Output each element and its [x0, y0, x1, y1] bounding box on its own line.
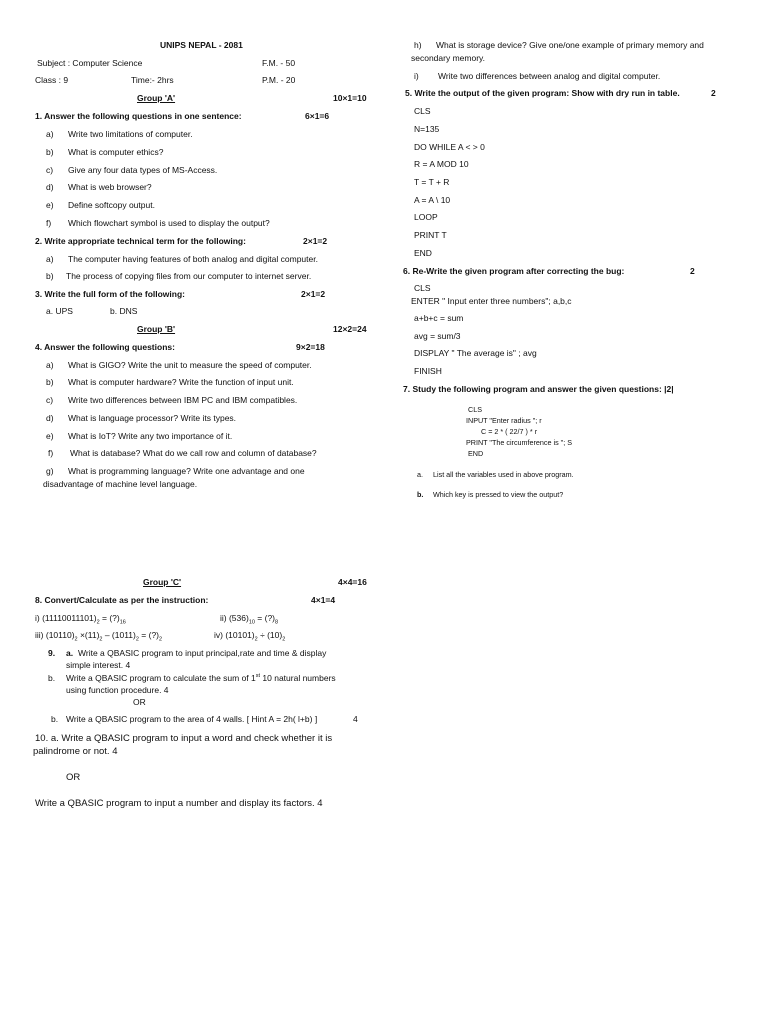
q4-item-text-continued: disadvantage of machine level language.	[43, 479, 198, 489]
q4-item-label: b)	[46, 377, 54, 387]
q7-item-label: a.	[417, 470, 423, 479]
full-marks: F.M. - 50	[262, 58, 296, 68]
pass-marks: P.M. - 20	[262, 75, 296, 85]
subject-label: Subject : Computer Science	[37, 58, 143, 68]
code-line: INPUT "Enter radius "; r	[466, 416, 542, 425]
q9-item-text: Write a QBASIC program to the area of 4 walls. [ Hint A = 2h( l+b) ]	[66, 714, 318, 724]
q1-marks: 6×1=6	[305, 111, 330, 121]
q4-item-text: What is programming language? Write one advantage and one	[68, 466, 305, 476]
q5-marks: 2	[711, 88, 716, 98]
q7-item-text: List all the variables used in above program.	[433, 470, 574, 479]
q4-heading: 4. Answer the following questions:	[35, 342, 175, 352]
q4-item-text: What is GIGO? Write the unit to measure the speed of computer.	[68, 360, 312, 370]
q2-marks: 2×1=2	[303, 236, 328, 246]
q2-item-label: b)	[46, 271, 54, 281]
group-c-title: Group 'C'	[143, 577, 182, 587]
q10-text-continued: palindrome or not. 4	[33, 746, 118, 757]
group-a-marks: 10×1=10	[333, 93, 367, 103]
or-label: OR	[66, 772, 81, 783]
q4-item-text: What is IoT? Write any two importance of it.	[68, 431, 233, 441]
q7-item-text: Which key is pressed to view the output?	[433, 490, 564, 499]
q1-item-label: e)	[46, 200, 54, 210]
q4-item-label: i)	[414, 71, 419, 81]
q9-item-text-continued: using function procedure. 4	[66, 685, 169, 695]
q1-item-text: Which flowchart symbol is used to display the output?	[68, 218, 270, 228]
code-line: LOOP	[414, 212, 438, 222]
q8-item-iv: iv) $(10101)_2 \div (10)_2$	[214, 630, 286, 643]
q4-item-text: What is computer hardware? Write the function of input unit.	[68, 377, 294, 387]
q5-heading: 5. Write the output of the given program: Show with dry run in table.	[405, 88, 680, 98]
time-label: Time:- 2hrs	[131, 75, 174, 85]
q9-item-label: a.	[66, 648, 74, 658]
q1-item-text: What is computer ethics?	[68, 147, 164, 157]
q4-item-label: g)	[46, 466, 54, 476]
q9-item-label: b.	[51, 714, 59, 724]
q1-item-text: What is web browser?	[68, 182, 152, 192]
q1-item-text: Write two limitations of computer.	[68, 129, 193, 139]
q1-item-label: d)	[46, 182, 54, 192]
code-line: avg = sum/3	[414, 331, 461, 341]
q4-item-text: What is language processor? Write its types.	[68, 413, 237, 423]
q1-item-label: a)	[46, 129, 54, 139]
q3-marks: 2×1=2	[301, 289, 326, 299]
q10-alternative-text: Write a QBASIC program to input a number and display its factors. 4	[35, 798, 323, 809]
code-line: CLS	[414, 106, 431, 116]
group-c-marks: 4×4=16	[338, 577, 367, 587]
q8-item-iii: iii) $(10110)_2 \times(11)_2 - (1011)_2$ = $(?)_2$	[35, 630, 163, 643]
code-line: END	[414, 248, 432, 258]
code-line: PRINT "The circumference is "; S	[466, 438, 573, 447]
q2-item-text: The computer having features of both analog and digital computer.	[68, 254, 318, 264]
group-a-title: Group 'A'	[137, 93, 176, 103]
code-line: CLS	[414, 283, 431, 293]
q1-item-text: Define softcopy output.	[68, 200, 155, 210]
q10-text: 10. a. Write a QBASIC program to input a word and check whether it is	[35, 733, 333, 744]
q4-item-text: Write two differences between IBM PC and IBM compatibles.	[68, 395, 298, 405]
or-label: OR	[133, 697, 146, 707]
q9-item-marks: 4	[353, 714, 358, 724]
q1-item-label: b)	[46, 147, 54, 157]
q7-item-label: b.	[417, 490, 424, 499]
q4-item-label: d)	[46, 413, 54, 423]
class-label: Class : 9	[35, 75, 69, 85]
code-line: END	[468, 449, 484, 458]
q9-item-label: b.	[48, 673, 56, 683]
q8-heading: 8. Convert/Calculate as per the instruction:	[35, 595, 209, 605]
q1-heading: 1. Answer the following questions in one sentence:	[35, 111, 242, 121]
q4-item-text: What is database? What do we call row and column of database?	[70, 448, 317, 458]
q6-heading: 6. Re-Write the given program after correcting the bug:	[403, 266, 625, 276]
q9-item-text: Write a QBASIC program to input principal,rate and time & display	[78, 648, 327, 658]
code-line: C = 2 * ( 22/7 ) * r	[481, 427, 538, 436]
code-line: N=135	[414, 124, 440, 134]
q4-item-label: h)	[414, 40, 422, 50]
q4-item-text: Write two differences between analog and digital computer.	[438, 71, 661, 81]
q4-item-text-continued: secondary memory.	[411, 53, 486, 63]
q1-item-text: Give any four data types of MS-Access.	[68, 165, 218, 175]
code-line: CLS	[468, 405, 482, 414]
q1-item-label: f)	[46, 218, 52, 228]
code-line: T = T + R	[414, 177, 450, 187]
q7-heading: 7. Study the following program and answer the given questions: |2|	[403, 384, 674, 394]
code-line: A = A \ 10	[414, 195, 451, 205]
q4-item-label: e)	[46, 431, 54, 441]
code-line: R = A MOD 10	[414, 159, 469, 169]
group-b-title: Group 'B'	[137, 324, 176, 334]
q4-item-label: a)	[46, 360, 54, 370]
q9-item-text-continued: simple interest. 4	[66, 660, 131, 670]
group-b-marks: 12×2=24	[333, 324, 367, 334]
q2-item-text: The process of copying files from our computer to internet server.	[66, 271, 312, 281]
code-line: a+b+c = sum	[414, 313, 464, 323]
q8-item-ii: ii) $(536)_{10}$ = $(?)_8$	[220, 613, 279, 626]
q2-heading: 2. Write appropriate technical term for the following:	[35, 236, 246, 246]
q3-heading: 3. Write the full form of the following:	[35, 289, 185, 299]
code-line: DISPLAY " The average is" ; avg	[414, 348, 537, 358]
q3-item-a: a. UPS	[46, 306, 73, 316]
q4-item-label: c)	[46, 395, 54, 405]
code-line: PRINT T	[414, 230, 447, 240]
q4-marks: 9×2=18	[296, 342, 325, 352]
code-line: FINISH	[414, 366, 442, 376]
code-line: DO WHILE A < > 0	[414, 142, 485, 152]
q9-number: 9.	[48, 648, 56, 658]
q4-item-label: f)	[48, 448, 54, 458]
q6-marks: 2	[690, 266, 695, 276]
q3-item-b: b. DNS	[110, 306, 138, 316]
exam-title: UNIPS NEPAL - 2081	[160, 40, 243, 50]
code-line: ENTER " Input enter three numbers"; a,b,c	[411, 296, 572, 306]
q4-item-text: What is storage device? Give one/one example of primary memory and	[436, 40, 704, 50]
q8-item-i: i) $(11110011101)_2$ = $(?)_{16}$	[35, 613, 126, 626]
q8-marks: 4×1=4	[311, 595, 336, 605]
q1-item-label: c)	[46, 165, 54, 175]
q2-item-label: a)	[46, 254, 54, 264]
q9-item-text: Write a QBASIC program to calculate the sum of 1st 10 natural numbers	[66, 673, 336, 683]
